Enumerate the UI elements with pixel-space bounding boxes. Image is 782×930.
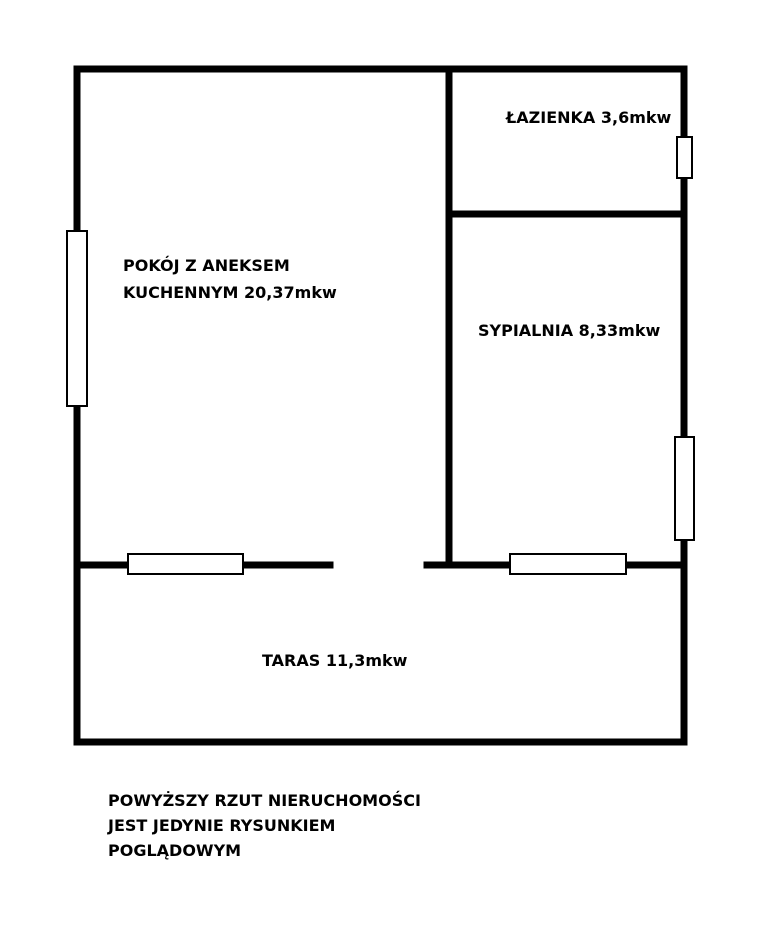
- room-label-pokoj-line2: KUCHENNYM 20,37mkw: [123, 283, 337, 302]
- window-bedroom: [675, 437, 694, 540]
- room-label-lazienka: ŁAZIENKA 3,6mkw: [506, 108, 672, 127]
- room-label-sypialnia: SYPIALNIA 8,33mkw: [478, 321, 661, 340]
- disclaimer-note: [108, 788, 421, 863]
- outer-wall: [77, 69, 684, 742]
- disclaimer-line-2: JEST JEDYNIE RYSUNKIEM: [108, 816, 336, 835]
- window-left-wall: [67, 231, 87, 406]
- window-living-terrace: [128, 554, 243, 574]
- window-bathroom: [677, 137, 692, 178]
- disclaimer-line-1: POWYŻSZY RZUT NIERUCHOMOŚCI: [108, 791, 421, 810]
- window-bedroom-terrace: [510, 554, 626, 574]
- room-label-taras: TARAS 11,3mkw: [262, 651, 408, 670]
- room-label-pokoj-line1: POKÓJ Z ANEKSEM: [123, 256, 290, 275]
- disclaimer-line-3: POGLĄDOWYM: [108, 841, 242, 860]
